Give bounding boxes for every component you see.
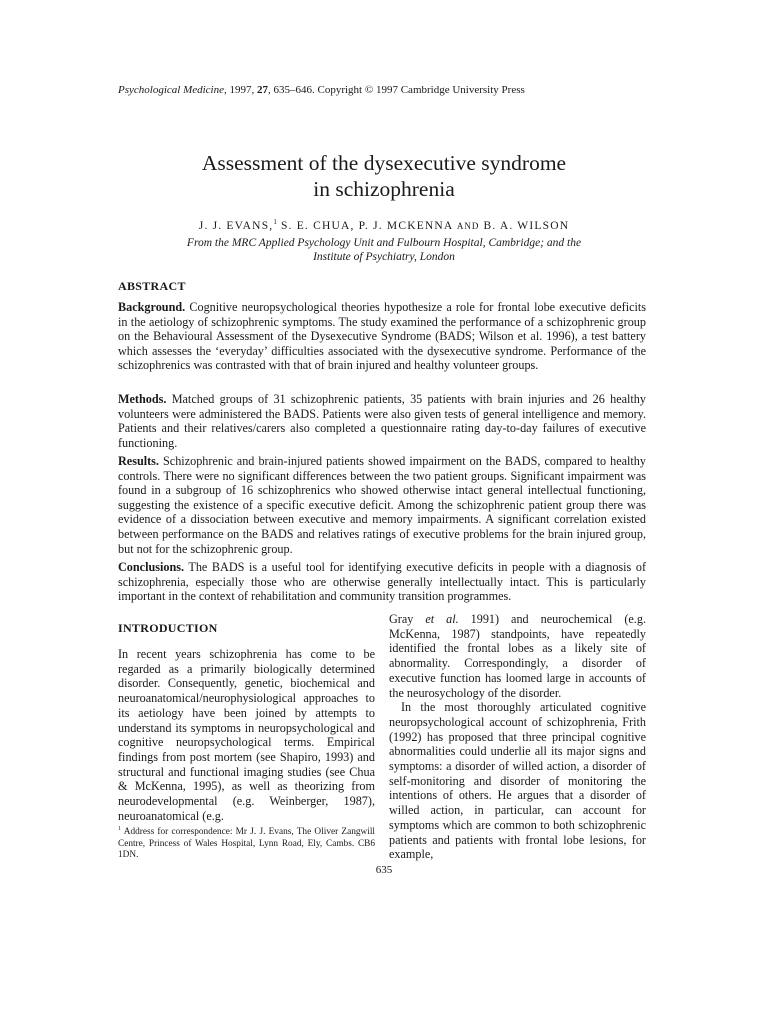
background-label: Background. (118, 300, 186, 314)
page-number: 635 (375, 864, 393, 876)
author-list (0, 218, 768, 232)
conclusions-text: The BADS is a useful tool for identifying executive deficits in people with a diagnosis of schizophrenia, especially those who are otherwise generally intellectually intact. This is particularly important in the context of rehabilitation and community transition programmes. (118, 560, 646, 604)
results-text: Schizophrenic and brain-injured patients showed impairment on the BADS, compared to healthy controls. There were no significant differences between the two patient groups. Significant impairment was found in a subgroup of 16 schizophrenics who showed otherwise intact general intellectual functioning, suggesting the existence of a specific executive deficit. Among the schizophrenic patient group there was evidence of a dissociation between executive and memory impairments. A significant correlation existed between performance on the BADS and relatives ratings of executive problems for the brain injured group, but not for the schizophrenic group. (118, 454, 646, 556)
affiliation-line-2: Institute of Psychiatry, London (313, 251, 455, 263)
article-title-line-1: Assessment of the dysexecutive syndrome (201, 151, 567, 175)
introduction-left-column: In recent years schizophrenia has come to be regarded as a primarily biologically determined disorder. Consequently, genetic, biochemical and neuroanatomical/neurophysiological approaches to its aetiology have been joined by attempts to understand its symptoms in neuropsychological and cognitive neuropsychological terms. Empirical findings from post mortem (see Shapiro, 1993) and structural and functional imaging studies (see Chua & McKenna, 1995), as well as theorizing from neurodevelopmental (e.g. Weinberger, 1987), neuroanatomical (e.g. (118, 647, 375, 823)
journal-pages-copyright: , 635–646. Copyright © 1997 Cambridge University Press (268, 84, 525, 96)
right-para-1 (389, 612, 646, 700)
abstract-heading: ABSTRACT (118, 279, 186, 293)
footnote-text: Address for correspondence: Mr J. J. Evans, The Oliver Zangwill Centre, Princess of Wales Hospital, Lynn Road, Ely, Cambs. CB6 1DN. (118, 827, 375, 861)
introduction-heading: INTRODUCTION (118, 621, 218, 635)
journal-header (118, 84, 525, 96)
correspondence-footnote (118, 824, 375, 862)
methods-text: Matched groups of 31 schizophrenic patients, 35 patients with brain injuries and 26 healthy volunteers were administered the BADS. Patients were also given tests of general intelligence and memory. Patients and their relatives/carers also completed a questionnaire rating day-to-day failures of executive functioning. (118, 392, 646, 450)
right-para-1-pre: Gray (389, 612, 426, 626)
journal-volume: 27 (257, 84, 268, 96)
author-footnote-mark: 1 (273, 218, 277, 226)
right-para-2: In the most thoroughly articulated cognitive neuropsychological account of schizophrenia, Frith (1992) has proposed that three principal cognitive abnormalities could underlie all its major signs and symptoms: a disorder of willed action, a disorder of self-monitoring and disorder of monitoring the intentions of others. He argues that a disorder of willed action, in particular, can account for symptoms which are common to both schizophrenic patients and patients with frontal lobe lesions, for example, (389, 700, 646, 862)
abstract-conclusions (118, 560, 646, 604)
article-title-line-2: in schizophrenia (313, 177, 455, 201)
methods-label: Methods. (118, 392, 167, 406)
results-label: Results. (118, 454, 159, 468)
abstract-background (118, 300, 646, 373)
background-text: Cognitive neuropsychological theories hypothesize a role for frontal lobe executive deficits in the aetiology of schizophrenic symptoms. The study examined the performance of a schizophrenic group on the Behavioural Assessment of the Dysexecutive Syndrome (BADS; Wilson et al. 1996), a test battery which assesses the ‘everyday’ difficulties associated with the dysexecutive syndrome. Performance of the schizophrenics was contrasted with that of brain injured and healthy volunteer groups. (118, 300, 646, 373)
author-wilson: B. A. WILSON (479, 219, 570, 232)
right-para-1-etal: et al. (425, 612, 459, 626)
footnote-mark: 1 (118, 826, 121, 832)
authors-middle: S. E. CHUA, P. J. MCKENNA (276, 219, 457, 232)
affiliation-line-1: From the MRC Applied Psychology Unit and Fulbourn Hospital, Cambridge; and the (186, 237, 582, 249)
journal-name: Psychological Medicine (118, 84, 224, 96)
authors-and: AND (456, 220, 480, 231)
author-evans: J. J. EVANS, (198, 219, 274, 232)
abstract-results (118, 454, 646, 556)
abstract-methods (118, 392, 646, 450)
journal-year: , 1997, (224, 84, 257, 96)
conclusions-label: Conclusions. (118, 560, 185, 574)
introduction-right-column (389, 612, 646, 862)
right-para-1-post: 1991) and neurochemical (e.g. McKenna, 1987) standpoints, have repeatedly identified the frontal lobes as a likely site of abnormality. Correspondingly, a disorder of executive function has loomed large in accounts of the neurosychology of the disorder. (389, 612, 646, 700)
